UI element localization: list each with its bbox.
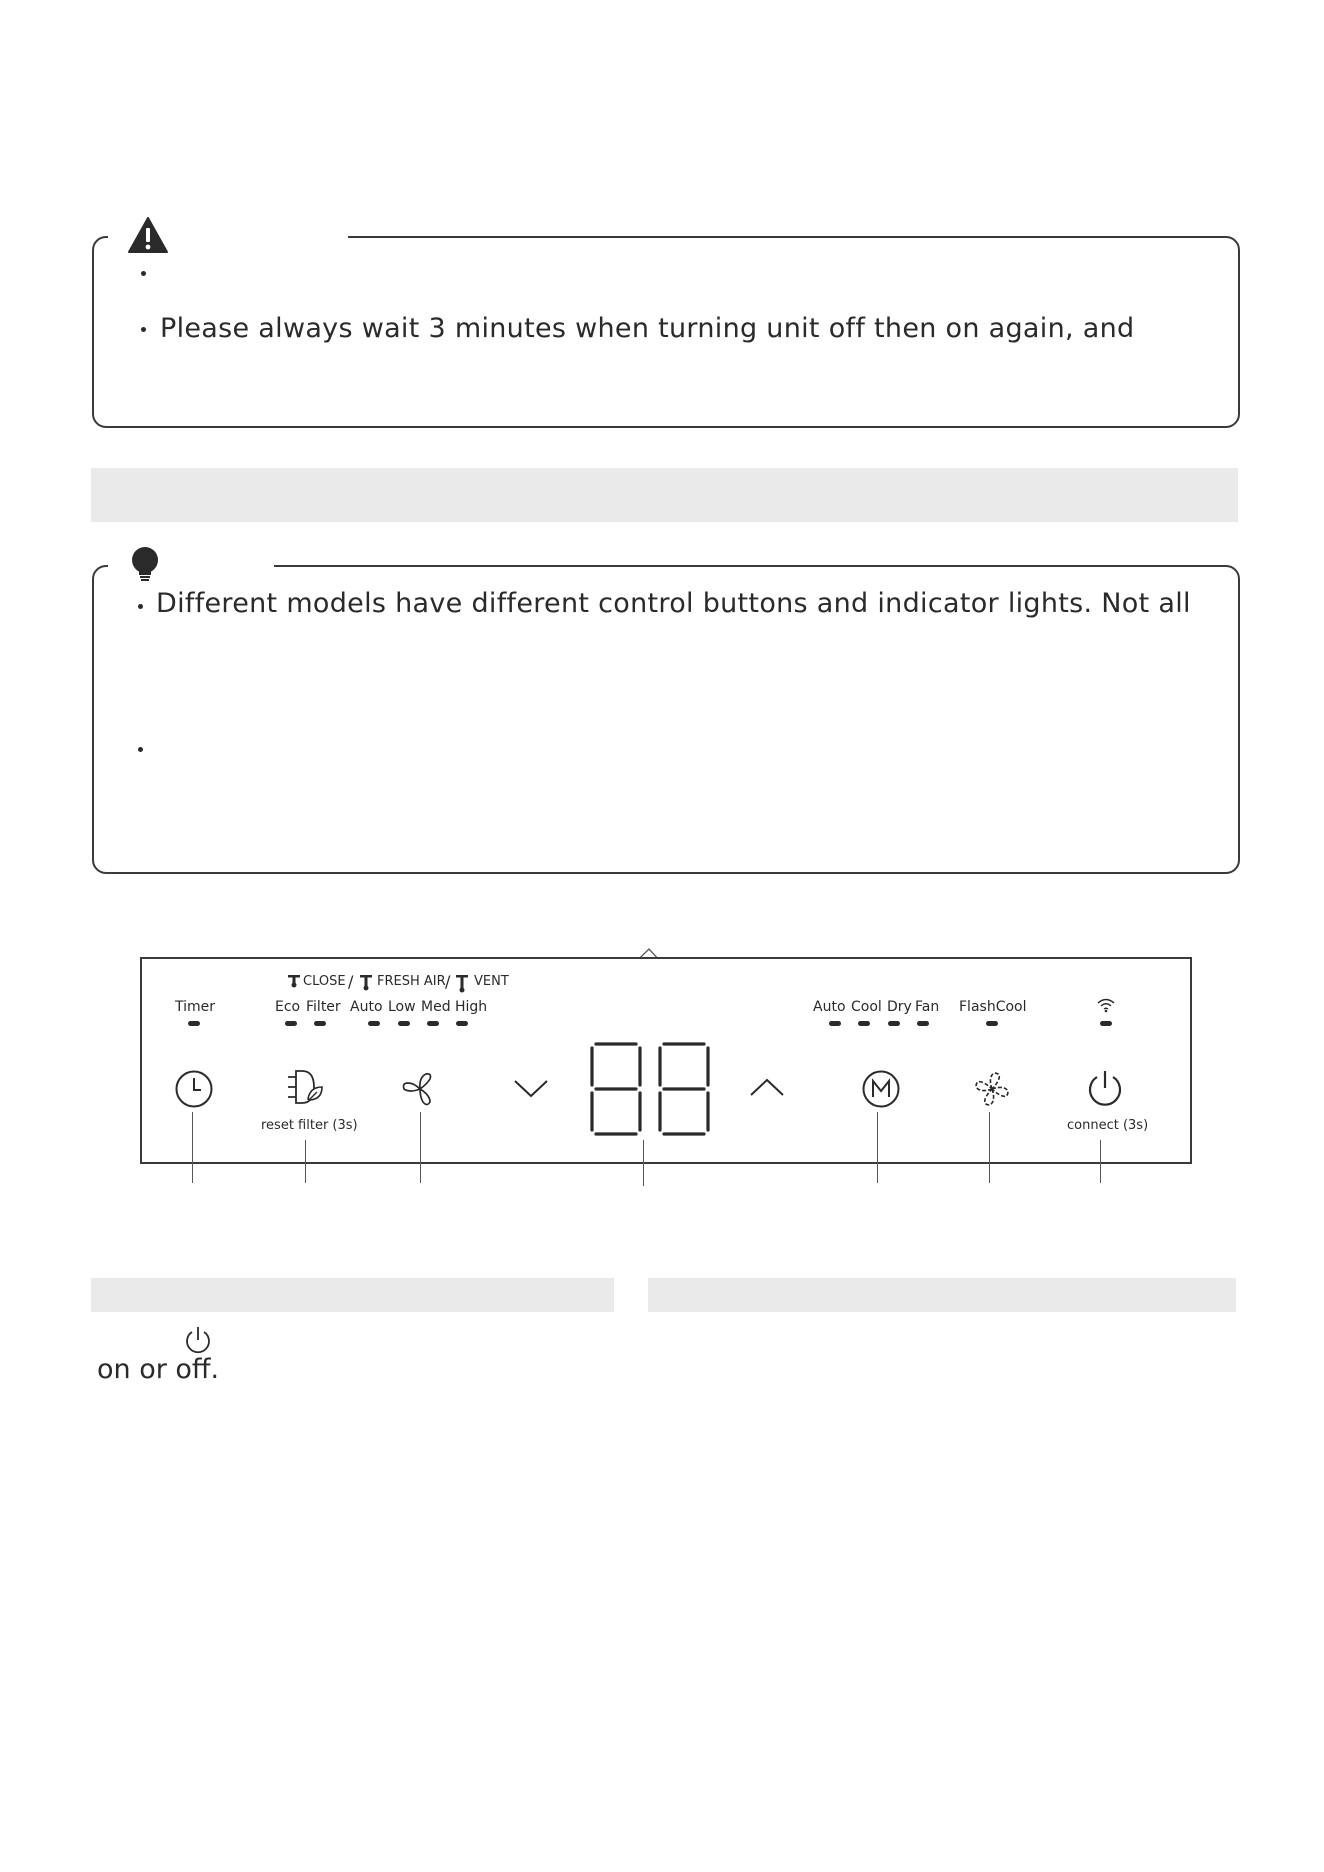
reset-filter-label: reset filter (3s) — [261, 1118, 358, 1133]
note-bullet-1: Different models have different control buttons and indicator lights. Not all — [156, 588, 1191, 619]
fan-speed-auto-label: Auto — [350, 999, 383, 1015]
display-pointer — [643, 1140, 644, 1186]
mode-fan-indicator — [917, 1021, 929, 1026]
power-inline-icon — [183, 1325, 213, 1355]
flashcool-indicator — [986, 1021, 998, 1026]
wifi-icon — [1096, 997, 1116, 1013]
fan-auto-indicator — [368, 1021, 380, 1026]
section-heading-bar — [91, 468, 1238, 522]
fan-pointer — [420, 1112, 421, 1183]
vent-icon — [456, 975, 468, 993]
mode-fan-label: Fan — [915, 999, 940, 1015]
wifi-indicator — [1100, 1021, 1112, 1026]
power-icon[interactable] — [1085, 1068, 1125, 1108]
mode-m-icon[interactable] — [861, 1069, 901, 1109]
fan-speed-high-label: High — [455, 999, 488, 1015]
temperature-display — [588, 1040, 712, 1138]
left-section-heading-bar — [91, 1278, 614, 1312]
fan-speed-low-label: Low — [388, 999, 416, 1015]
mode-dry-label: Dry — [887, 999, 912, 1015]
warning-triangle-icon — [127, 216, 169, 254]
vent-vent-label: VENT — [474, 974, 509, 989]
chevron-down-icon[interactable] — [513, 1079, 549, 1099]
caution-bullet-2: Please always wait 3 minutes when turning unit off then on again, and — [160, 313, 1135, 344]
note-bullet-1-dot — [138, 604, 143, 609]
eco-indicator — [285, 1021, 297, 1026]
chevron-up-icon[interactable] — [749, 1078, 785, 1098]
caution-bullet-2-dot — [141, 327, 146, 332]
mode-auto-label: Auto — [813, 999, 846, 1015]
note-bullet-2-dot — [138, 747, 143, 752]
flashcool-pointer — [989, 1112, 990, 1183]
clock-icon[interactable] — [174, 1069, 214, 1109]
filter-indicator — [314, 1021, 326, 1026]
timer-pointer — [192, 1112, 193, 1183]
mode-dry-indicator — [888, 1021, 900, 1026]
connect-label: connect (3s) — [1067, 1118, 1149, 1133]
mode-cool-indicator — [858, 1021, 870, 1026]
vent-close-label: CLOSE — [303, 974, 346, 989]
caution-bullet-1-dot — [141, 271, 146, 276]
power-description-text: on or off. — [97, 1354, 220, 1385]
vent-fresh-air-label: FRESH AIR — [377, 974, 446, 989]
fan-high-indicator — [456, 1021, 468, 1026]
mode-auto-indicator — [829, 1021, 841, 1026]
fan-icon[interactable] — [400, 1071, 440, 1107]
flashcool-icon[interactable] — [972, 1069, 1012, 1109]
eco-label: Eco — [275, 999, 301, 1015]
filter-label: Filter — [306, 999, 341, 1015]
lightbulb-icon — [127, 545, 163, 581]
timer-indicator — [188, 1021, 200, 1026]
mode-cool-label: Cool — [851, 999, 882, 1015]
fan-low-indicator — [398, 1021, 410, 1026]
fan-speed-med-label: Med — [421, 999, 451, 1015]
timer-label: Timer — [175, 999, 216, 1015]
fan-med-indicator — [427, 1021, 439, 1026]
vent-separator-2: / — [445, 972, 451, 991]
fresh-air-vent-icon — [360, 975, 372, 991]
right-section-heading-bar — [648, 1278, 1236, 1312]
filter-pointer — [305, 1140, 306, 1183]
filter-leaf-icon[interactable] — [286, 1069, 326, 1105]
flashcool-label: FlashCool — [959, 999, 1027, 1015]
mode-pointer — [877, 1112, 878, 1183]
close-vent-icon — [288, 975, 300, 989]
vent-separator-1: / — [348, 972, 354, 991]
power-pointer — [1100, 1140, 1101, 1183]
